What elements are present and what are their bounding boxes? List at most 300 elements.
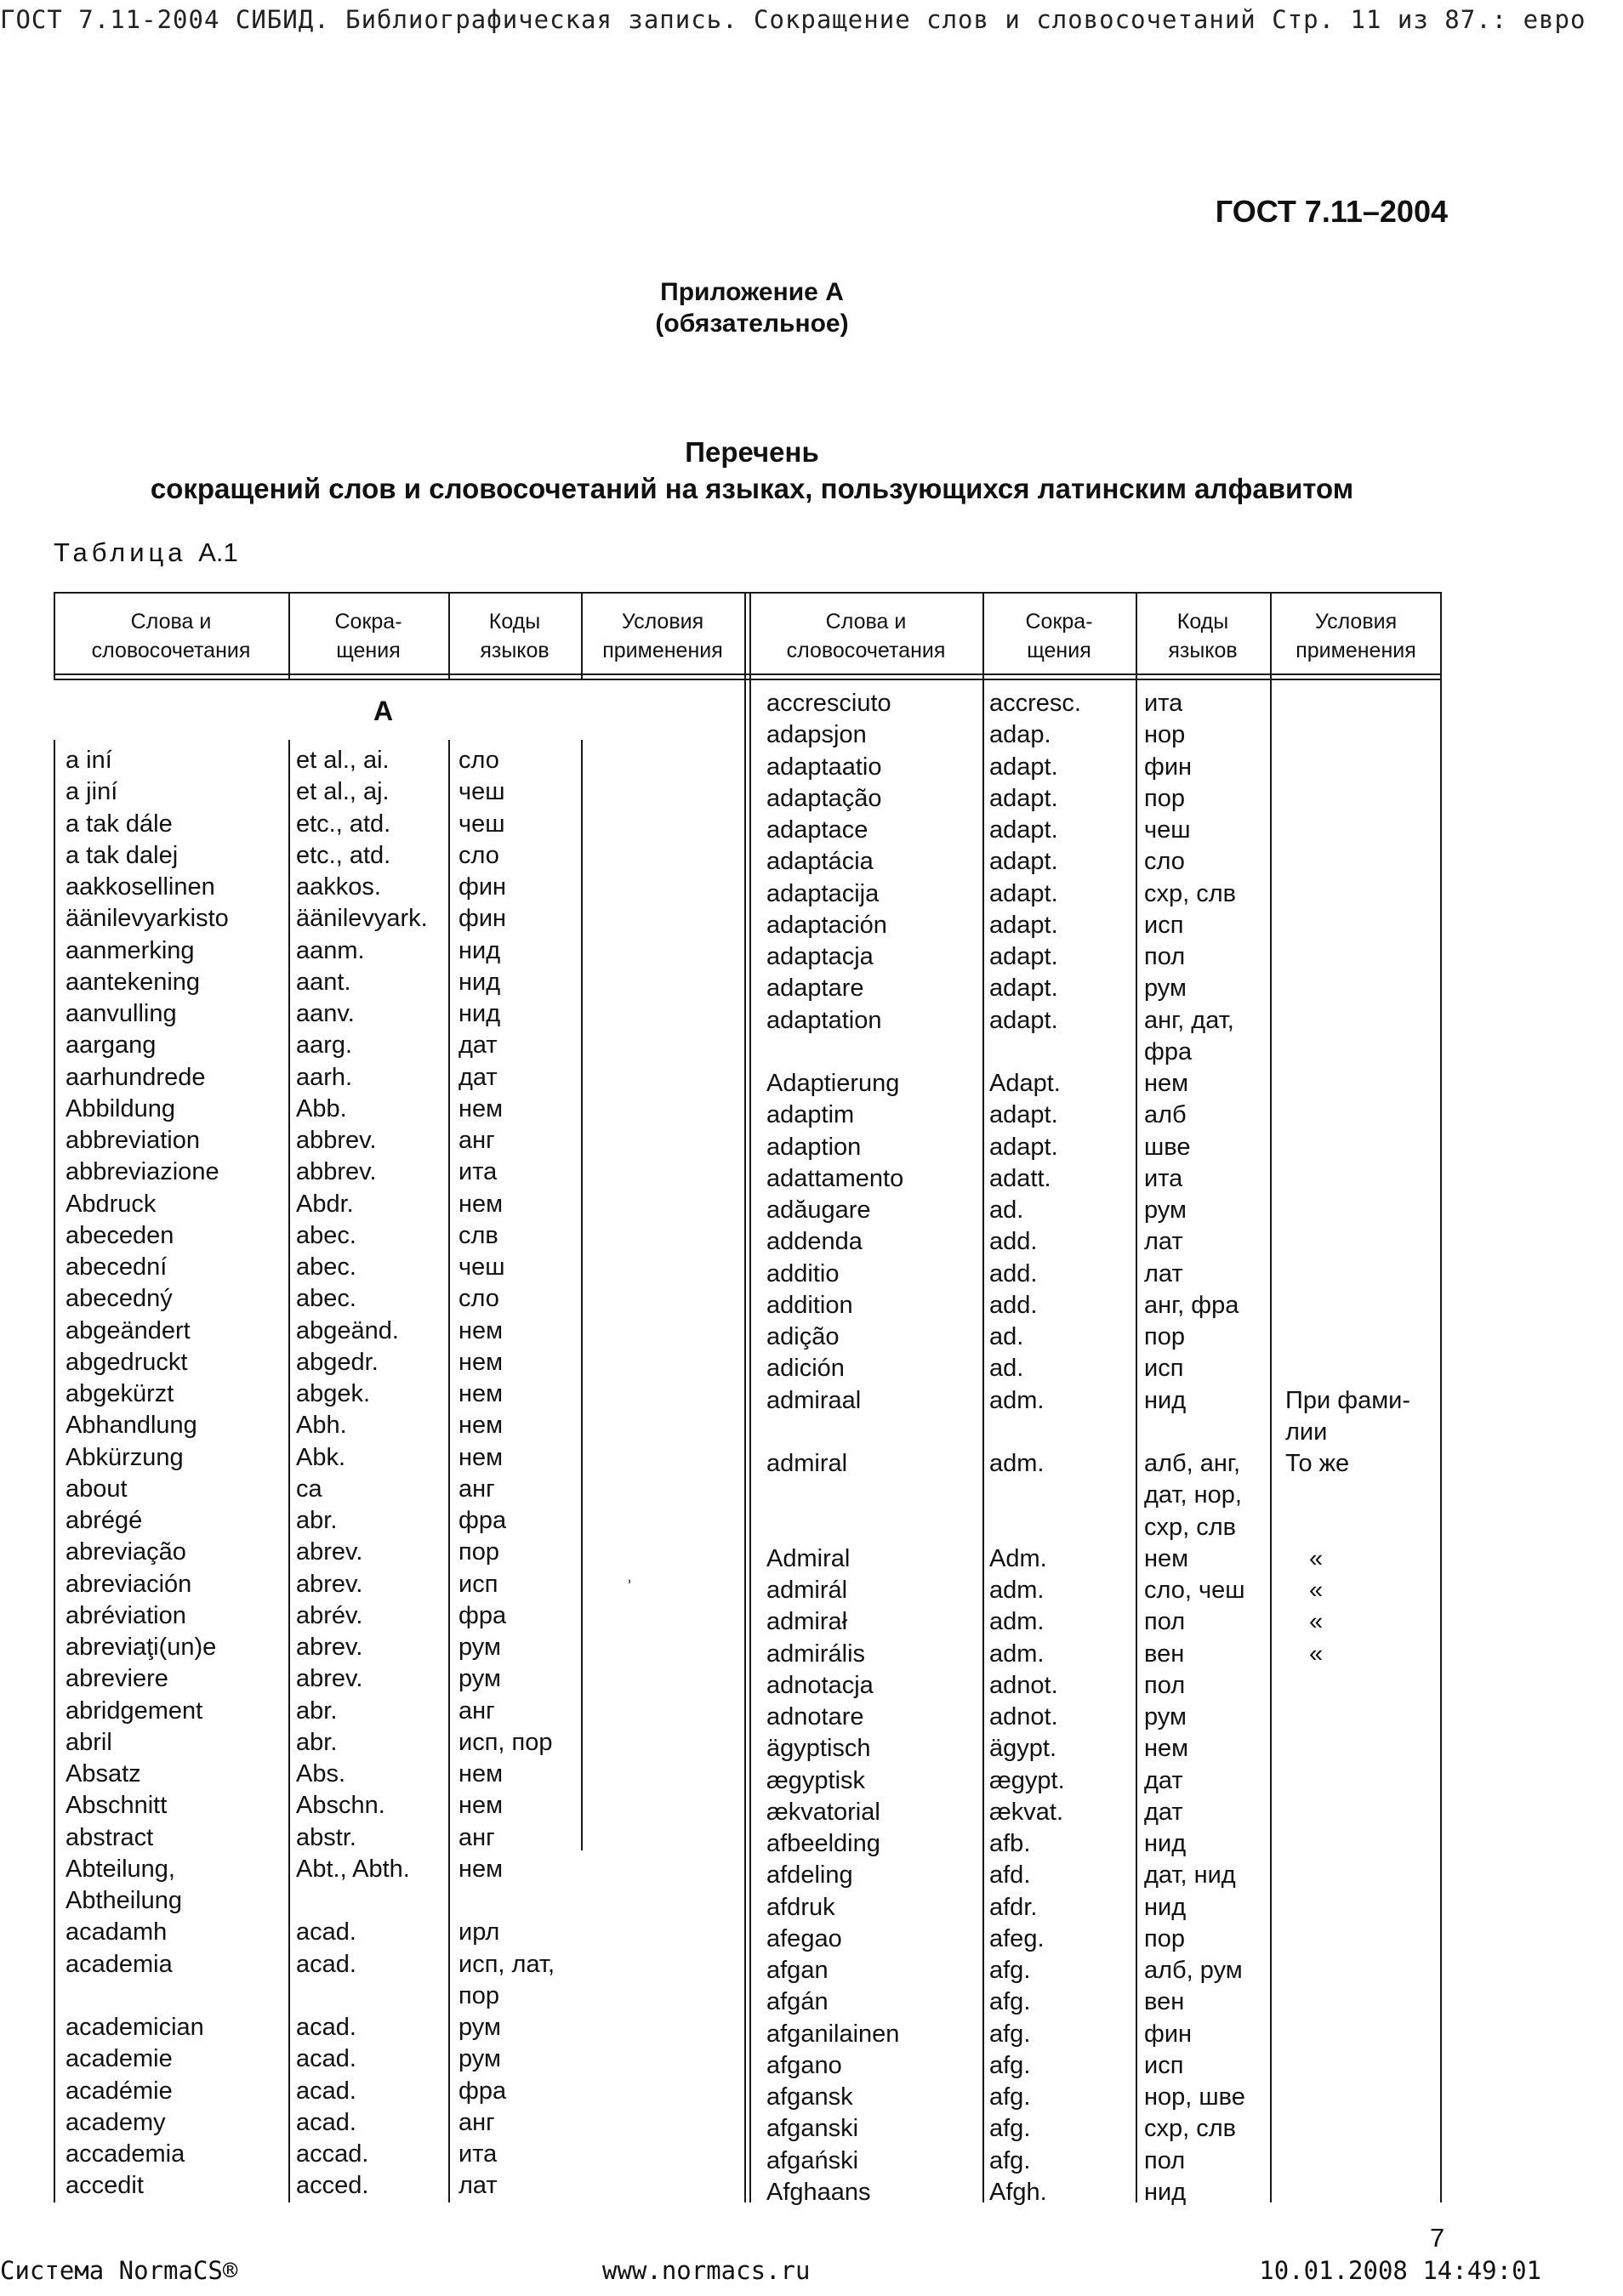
footer-timestamp: 10.01.2008 14:49:01	[1259, 2256, 1541, 2285]
entry-word: abreviación	[65, 1570, 192, 1598]
entry-word: adnotacja	[766, 1671, 874, 1699]
entry-language-codes: ита	[1144, 1164, 1183, 1192]
entry-language-codes: фра	[458, 1601, 507, 1629]
column-header-line: языков	[480, 639, 550, 662]
entry-abbreviation: Abh.	[296, 1412, 347, 1440]
entry-language-codes: ита	[1144, 690, 1183, 717]
entry-abbreviation: abgek.	[296, 1380, 371, 1407]
table-top-border	[54, 592, 1442, 594]
entry-abbreviation: abbrev.	[296, 1127, 377, 1154]
entry-language-codes: нид	[458, 936, 501, 964]
entry-language-codes: нем	[458, 1094, 504, 1122]
entry-abbreviation: ad.	[989, 1355, 1024, 1383]
entry-language-codes: нид	[458, 968, 501, 996]
column-header	[288, 607, 448, 665]
entry-word: academie	[65, 2045, 173, 2073]
entry-abbreviation: aakkos.	[296, 873, 381, 901]
column-header-line: словосочетания	[786, 639, 946, 662]
entry-word: adattamento	[766, 1164, 904, 1192]
entry-language-codes: чеш	[1144, 816, 1191, 844]
entry-language-codes: дат	[458, 1031, 498, 1060]
entry-language-codes: исп	[458, 1570, 498, 1598]
entry-word: Abbildung	[65, 1094, 175, 1122]
entry-abbreviation: Abt., Abth.	[296, 1855, 410, 1883]
entry-abbreviation: abrev.	[296, 1665, 363, 1693]
entry-language-codes: фин	[458, 905, 507, 933]
entry-language-codes: сло, чеш	[1144, 1577, 1245, 1604]
stray-mark: ˒	[626, 1566, 633, 1589]
entry-language-codes: фра	[458, 1507, 507, 1534]
entry-usage-condition: «	[1309, 1640, 1324, 1668]
entry-abbreviation: adm.	[989, 1450, 1045, 1477]
entry-abbreviation: abr.	[296, 1507, 338, 1534]
entry-language-codes: ирл	[458, 1918, 500, 1946]
entry-word: académie	[65, 2077, 173, 2105]
entry-language-codes: нем	[458, 1316, 504, 1344]
entry-language-codes: фра	[1144, 1037, 1193, 1066]
entry-abbreviation: adapt.	[989, 1101, 1058, 1129]
entry-word: admiral	[766, 1450, 848, 1477]
entry-word: admirał	[766, 1608, 848, 1636]
entry-language-codes: сло	[1144, 848, 1185, 876]
entry-language-codes: анг, дат,	[1144, 1006, 1234, 1034]
entry-language-codes: фра	[458, 2077, 507, 2105]
entry-abbreviation: ägypt.	[989, 1735, 1056, 1763]
entry-language-codes: нем	[458, 1412, 504, 1440]
page-number: 7	[1430, 2223, 1445, 2253]
entry-word: abeceden	[65, 1221, 174, 1249]
entry-abbreviation: afeg.	[989, 1924, 1045, 1952]
entry-language-codes: дат, нор,	[1144, 1481, 1242, 1509]
entry-language-codes: лат	[458, 2172, 498, 2200]
entry-word: abbreviazione	[65, 1158, 219, 1186]
entry-word: abecedný	[65, 1285, 173, 1313]
entry-word: adaptace	[766, 816, 868, 844]
entry-language-codes: анг	[458, 1475, 495, 1503]
entry-word: admiraal	[766, 1386, 862, 1414]
entry-word: abecední	[65, 1253, 168, 1281]
entry-word: a jiní	[65, 778, 118, 806]
entry-language-codes: рум	[1144, 1196, 1187, 1224]
entry-usage-condition: «	[1309, 1577, 1324, 1604]
entry-abbreviation: adapt.	[989, 848, 1058, 876]
entry-abbreviation: acad.	[296, 1950, 356, 1978]
entry-word: accademia	[65, 2140, 185, 2168]
standard-code: ГОСТ 7.11–2004	[1215, 194, 1448, 229]
entry-language-codes: нем	[1144, 1070, 1189, 1097]
column-header-line: языков	[1168, 639, 1238, 662]
entry-language-codes: нид	[1144, 1893, 1187, 1921]
appendix-title: Приложение А	[660, 278, 844, 306]
entry-word: afganilainen	[766, 2020, 900, 2048]
right-column-divider	[1136, 679, 1137, 2202]
entry-abbreviation: afg.	[989, 2051, 1031, 2079]
entry-word: Abkürzung	[65, 1443, 184, 1471]
entry-abbreviation: accresc.	[989, 690, 1081, 717]
entry-language-codes: исп	[1144, 2051, 1184, 2079]
entry-language-codes: пор	[1144, 784, 1185, 812]
entry-word: Afghaans	[766, 2178, 871, 2206]
entry-word: addenda	[766, 1228, 863, 1256]
entry-language-codes: шве	[1144, 1133, 1191, 1161]
entry-language-codes: дат	[458, 1063, 498, 1091]
entry-language-codes: схр, слв	[1144, 879, 1237, 907]
entry-language-codes: схр, слв	[1144, 2115, 1237, 2143]
entry-language-codes: анг	[458, 1127, 495, 1154]
entry-language-codes: дат, нид	[1144, 1861, 1236, 1890]
entry-word: abréviation	[65, 1601, 186, 1629]
entry-abbreviation: afb.	[989, 1830, 1031, 1857]
entry-usage-condition: «	[1309, 1608, 1324, 1636]
entry-word: abrégé	[65, 1507, 143, 1534]
entry-language-codes: чеш	[458, 1253, 505, 1281]
entry-language-codes: анг	[458, 2108, 495, 2136]
entry-language-codes: нид	[1144, 2178, 1187, 2206]
entry-abbreviation: adapt.	[989, 1133, 1058, 1161]
entry-language-codes: пол	[1144, 943, 1186, 970]
entry-word: afgan	[766, 1957, 829, 1984]
entry-word: Abschnitt	[65, 1792, 168, 1820]
entry-language-codes: сло	[458, 1285, 499, 1313]
entry-abbreviation: afg.	[989, 2115, 1031, 2143]
entry-language-codes: схр, слв	[1144, 1513, 1237, 1541]
left-column-divider	[54, 740, 55, 2202]
column-header-line: Сокра-	[1025, 610, 1093, 634]
entry-word: academician	[65, 2014, 204, 2041]
entry-word: afegao	[766, 1924, 842, 1952]
entry-word: ägyptisch	[766, 1735, 871, 1763]
entry-language-codes: рум	[1144, 1703, 1187, 1731]
entry-word: Abteilung,	[65, 1855, 175, 1883]
entry-language-codes: исп, лат,	[458, 1950, 555, 1978]
entry-abbreviation: abec.	[296, 1221, 356, 1249]
entry-abbreviation: adapt.	[989, 975, 1058, 1003]
column-header-line: применения	[1296, 639, 1416, 662]
entry-language-codes: пор	[1144, 1924, 1185, 1952]
entry-word: admirális	[766, 1640, 866, 1668]
entry-word: abgeändert	[65, 1316, 191, 1344]
entry-word: adaptaatio	[766, 753, 882, 781]
entry-language-codes: ита	[458, 1158, 498, 1186]
entry-word: adapsjon	[766, 721, 867, 749]
entry-word: abreviere	[65, 1665, 168, 1693]
entry-abbreviation: adm.	[989, 1640, 1045, 1668]
column-header-line: Условия	[621, 610, 704, 634]
abbreviation-table	[54, 592, 1442, 2206]
entry-abbreviation: et al., ai.	[296, 747, 390, 774]
entry-word: additio	[766, 1259, 840, 1287]
list-title	[0, 434, 1504, 507]
column-header	[54, 607, 288, 665]
entry-abbreviation: adapt.	[989, 911, 1058, 939]
entry-abbreviation: acad.	[296, 2045, 356, 2073]
entry-word: afbeelding	[766, 1830, 880, 1857]
column-header-line: Условия	[1314, 610, 1398, 634]
entry-word: adaptation	[766, 1006, 882, 1034]
column-header	[581, 607, 744, 665]
entry-language-codes: пол	[1144, 2146, 1186, 2174]
entry-word: abreviaţi(un)e	[65, 1634, 217, 1661]
right-column-divider	[982, 679, 984, 2202]
entry-abbreviation: Adapt.	[989, 1070, 1061, 1097]
entry-word: adaptim	[766, 1101, 855, 1129]
entry-abbreviation: Abb.	[296, 1094, 347, 1122]
entry-language-codes: нор	[1144, 721, 1186, 749]
entry-abbreviation: abr.	[296, 1696, 338, 1725]
entry-language-codes: исп	[1144, 1355, 1184, 1383]
entry-abbreviation: adnot.	[989, 1703, 1058, 1731]
entry-abbreviation: afg.	[989, 1988, 1031, 2016]
entry-word: abbreviation	[65, 1127, 200, 1154]
entry-word: ækvatorial	[766, 1798, 880, 1826]
entry-word: äänilevyarkisto	[65, 905, 229, 933]
entry-language-codes: лат	[1144, 1228, 1183, 1256]
entry-word: afgano	[766, 2051, 842, 2079]
entry-word: aanmerking	[65, 936, 195, 964]
entry-abbreviation: abrev.	[296, 1538, 363, 1566]
list-title-line1: Перечень	[685, 436, 819, 468]
entry-abbreviation: adapt.	[989, 784, 1058, 812]
entry-abbreviation: add.	[989, 1291, 1038, 1319]
table-caption-label: Таблица	[54, 537, 187, 567]
entry-word: adaptácia	[766, 848, 874, 876]
right-column-divider	[1270, 679, 1272, 2202]
entry-abbreviation: abec.	[296, 1253, 356, 1281]
column-divider-header	[749, 592, 751, 2202]
entry-language-codes: фин	[1144, 2020, 1193, 2048]
left-conditions-divider	[581, 740, 583, 1850]
entry-abbreviation: ægypt.	[989, 1766, 1065, 1794]
column-header	[1136, 607, 1270, 665]
column-header-line: применения	[602, 639, 723, 662]
entry-word: afgański	[766, 2146, 859, 2174]
entry-language-codes: дат	[1144, 1798, 1183, 1826]
entry-language-codes: вен	[1144, 1988, 1185, 2016]
entry-abbreviation: Abdr.	[296, 1190, 354, 1218]
entry-language-codes: нид	[1144, 1386, 1187, 1414]
entry-abbreviation: adm.	[989, 1386, 1045, 1414]
entry-language-codes: чеш	[458, 810, 505, 838]
entry-abbreviation: abstr.	[296, 1823, 356, 1851]
entry-language-codes: алб	[1144, 1101, 1187, 1129]
entry-language-codes: исп	[1144, 911, 1184, 939]
entry-word: a iní	[65, 747, 112, 774]
entry-word: adição	[766, 1323, 840, 1350]
entry-abbreviation: abrév.	[296, 1601, 363, 1629]
entry-language-codes: нем	[458, 1855, 504, 1883]
entry-word: afdruk	[766, 1893, 835, 1921]
entry-language-codes: нем	[458, 1190, 504, 1218]
entry-abbreviation: abgeänd.	[296, 1316, 399, 1344]
entry-language-codes: рум	[458, 2045, 501, 2073]
entry-language-codes: рум	[458, 1634, 501, 1661]
entry-language-codes: алб, рум	[1144, 1957, 1243, 1984]
column-header	[982, 607, 1136, 665]
entry-word: abreviação	[65, 1538, 186, 1566]
entry-abbreviation: acad.	[296, 1918, 356, 1946]
entry-language-codes: дат	[1144, 1766, 1183, 1794]
entry-abbreviation: adapt.	[989, 753, 1058, 781]
entry-abbreviation: accad.	[296, 2140, 369, 2168]
entry-language-codes: нид	[458, 1000, 501, 1027]
entry-word: adaptación	[766, 911, 887, 939]
entry-language-codes: чеш	[458, 778, 505, 806]
entry-language-codes: нем	[458, 1760, 504, 1787]
entry-language-codes: пор	[458, 1981, 499, 2009]
entry-word: aargang	[65, 1031, 157, 1060]
entry-language-codes: фин	[1144, 753, 1193, 781]
entry-word: afdeling	[766, 1861, 853, 1890]
entry-abbreviation: adapt.	[989, 1006, 1058, 1034]
entry-language-codes: нем	[1144, 1735, 1189, 1763]
entry-word: Absatz	[65, 1760, 141, 1787]
entry-language-codes: слв	[458, 1221, 498, 1249]
entry-word: Abhandlung	[65, 1412, 197, 1440]
entry-language-codes: анг, фра	[1144, 1291, 1239, 1319]
section-letter: А	[373, 696, 394, 726]
entry-abbreviation: afg.	[989, 2083, 1031, 2111]
entry-word: adnotare	[766, 1703, 864, 1731]
entry-abbreviation: abrev.	[296, 1570, 363, 1598]
entry-language-codes: пор	[1144, 1323, 1185, 1350]
entry-abbreviation: aant.	[296, 968, 351, 996]
entry-word: aanvulling	[65, 1000, 177, 1027]
entry-language-codes: вен	[1144, 1640, 1185, 1668]
entry-abbreviation: Abs.	[296, 1760, 346, 1787]
entry-language-codes: рум	[458, 2014, 501, 2041]
left-column-divider	[288, 740, 290, 2202]
entry-language-codes: нем	[458, 1792, 504, 1820]
entry-usage-condition: При фами-	[1285, 1386, 1411, 1414]
entry-abbreviation: aanm.	[296, 936, 365, 964]
right-outer-border	[1440, 592, 1442, 2202]
entry-abbreviation: aarh.	[296, 1063, 353, 1091]
entry-word: about	[65, 1475, 128, 1503]
entry-abbreviation: ca	[296, 1475, 322, 1503]
entry-word: admirál	[766, 1577, 848, 1604]
entry-abbreviation: acad.	[296, 2077, 356, 2105]
entry-language-codes: сло	[458, 841, 499, 869]
column-header-line: Слова и	[130, 610, 212, 634]
entry-abbreviation: aarg.	[296, 1031, 353, 1060]
entry-abbreviation: abr.	[296, 1728, 338, 1756]
header-bottom-border-double	[54, 679, 1442, 680]
entry-abbreviation: acad.	[296, 2014, 356, 2041]
entry-word: adaption	[766, 1133, 862, 1161]
entry-language-codes: рум	[1144, 975, 1187, 1003]
entry-word: aakkosellinen	[65, 873, 215, 901]
entry-language-codes: нем	[1144, 1544, 1189, 1572]
entry-word: abstract	[65, 1823, 154, 1851]
column-header-line: Слова и	[825, 610, 907, 634]
entry-language-codes: пол	[1144, 1608, 1186, 1636]
list-title-line2: сокращений слов и словосочетаний на языках, пользующихся латинским алфавитом	[150, 473, 1354, 504]
entry-abbreviation: adapt.	[989, 816, 1058, 844]
entry-language-codes: фин	[458, 873, 507, 901]
column-header-line: Коды	[488, 610, 541, 634]
entry-language-codes: алб, анг,	[1144, 1450, 1241, 1477]
entry-language-codes: нем	[458, 1443, 504, 1471]
entry-word: abgedruckt	[65, 1348, 188, 1376]
entry-language-codes: пор	[458, 1538, 499, 1566]
entry-abbreviation: adapt.	[989, 943, 1058, 970]
column-header-line: щения	[336, 639, 401, 662]
entry-abbreviation: afd.	[989, 1861, 1031, 1890]
column-header-line: Коды	[1176, 610, 1229, 634]
entry-abbreviation: afg.	[989, 2020, 1031, 2048]
entry-abbreviation: add.	[989, 1259, 1038, 1287]
column-header	[448, 607, 581, 665]
entry-word: addition	[766, 1291, 853, 1319]
entry-language-codes: анг	[458, 1823, 495, 1851]
entry-abbreviation: Afgh.	[989, 2178, 1047, 2206]
entry-abbreviation: adm.	[989, 1577, 1045, 1604]
entry-language-codes: нид	[1144, 1830, 1187, 1857]
entry-abbreviation: adap.	[989, 721, 1051, 749]
entry-word: adaptação	[766, 784, 882, 812]
entry-word: Abdruck	[65, 1190, 157, 1218]
entry-word: Admiral	[766, 1544, 851, 1572]
page-header: ГОСТ 7.11-2004 СИБИД. Библиографическая запись. Сокращение слов и словосочетаний Стр. 11 из 87.: евро	[0, 5, 1586, 34]
entry-abbreviation: add.	[989, 1228, 1038, 1256]
table-caption-number: А.1	[198, 537, 238, 567]
entry-word: afgansk	[766, 2083, 853, 2111]
entry-word: abridgement	[65, 1696, 203, 1725]
entry-abbreviation: adnot.	[989, 1671, 1058, 1699]
entry-language-codes: нем	[458, 1380, 504, 1407]
entry-language-codes: нем	[458, 1348, 504, 1376]
entry-word: Adaptierung	[766, 1070, 900, 1097]
entry-language-codes: сло	[458, 747, 499, 774]
entry-word: academia	[65, 1950, 173, 1978]
entry-word: abgekürzt	[65, 1380, 174, 1407]
entry-word: adaptacija	[766, 879, 880, 907]
column-header-line: словосочетания	[91, 639, 251, 662]
entry-word: abril	[65, 1728, 112, 1756]
entry-language-codes: ита	[458, 2140, 498, 2168]
entry-usage-condition: лии	[1285, 1418, 1328, 1446]
entry-word: a tak dále	[65, 810, 173, 838]
header-bottom-border	[54, 673, 1442, 675]
appendix-status: (обязательное)	[655, 310, 849, 338]
entry-abbreviation: adm.	[989, 1608, 1045, 1636]
entry-word: accresciuto	[766, 690, 891, 717]
entry-abbreviation: etc., atd.	[296, 810, 391, 838]
entry-abbreviation: acced.	[296, 2172, 369, 2200]
entry-word: academy	[65, 2108, 166, 2136]
entry-language-codes: исп, пор	[458, 1728, 553, 1756]
entry-word: a tak dalej	[65, 841, 179, 869]
entry-abbreviation: aanv.	[296, 1000, 355, 1027]
entry-abbreviation: Adm.	[989, 1544, 1047, 1572]
entry-word: adición	[766, 1355, 845, 1383]
entry-abbreviation: et al., aj.	[296, 778, 390, 806]
entry-abbreviation: etc., atd.	[296, 841, 391, 869]
entry-language-codes: лат	[1144, 1259, 1183, 1287]
entry-word: adăugare	[766, 1196, 871, 1224]
entry-word: acadamh	[65, 1918, 168, 1946]
entry-abbreviation: afdr.	[989, 1893, 1038, 1921]
entry-abbreviation: äänilevyark.	[296, 905, 428, 933]
entry-abbreviation: afg.	[989, 1957, 1031, 1984]
entry-abbreviation: Abk.	[296, 1443, 346, 1471]
entry-language-codes: нор, шве	[1144, 2083, 1245, 2111]
entry-abbreviation: adatt.	[989, 1164, 1051, 1192]
entry-abbreviation: adapt.	[989, 879, 1058, 907]
entry-word: aarhundrede	[65, 1063, 206, 1091]
entry-abbreviation: acad.	[296, 2108, 356, 2136]
column-header-line: Сокра-	[334, 610, 402, 634]
